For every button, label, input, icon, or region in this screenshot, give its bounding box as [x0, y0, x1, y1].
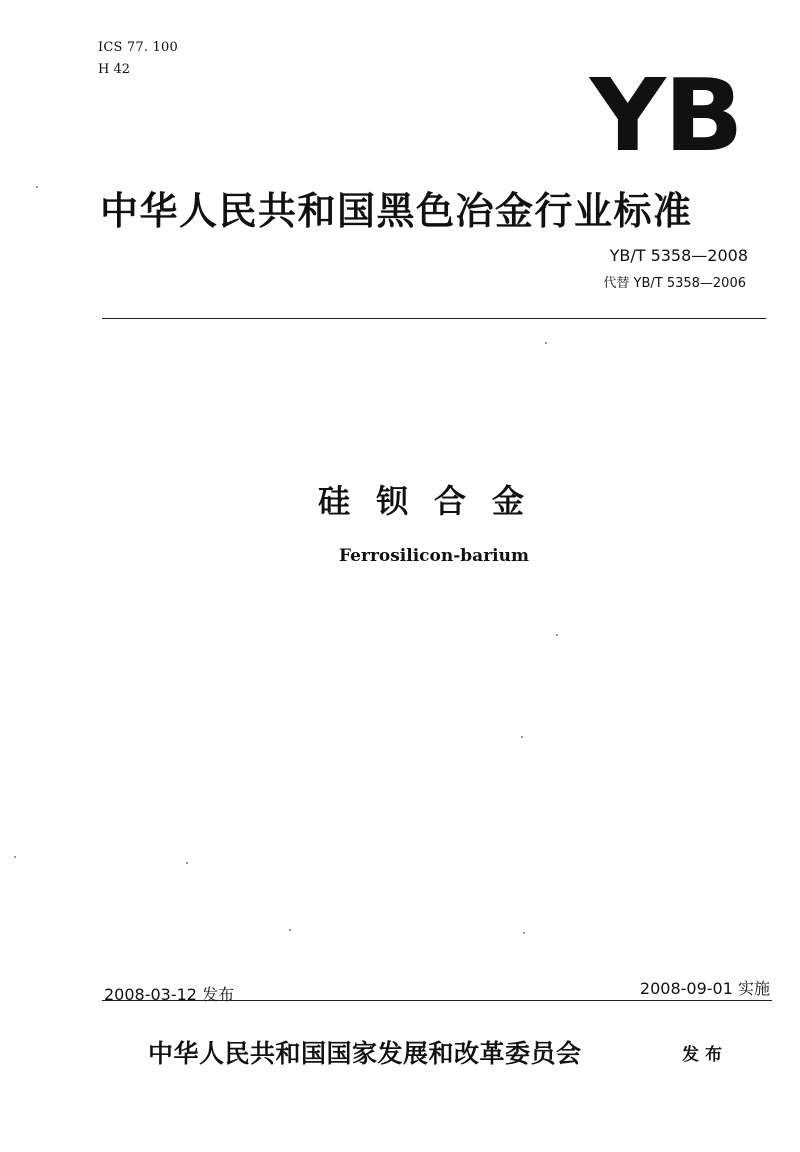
scan-speck	[556, 634, 558, 636]
issue-label: 发布	[682, 1045, 728, 1065]
scan-speck	[186, 862, 188, 864]
ics-code: ICS 77. 100	[98, 40, 178, 55]
document-title-english: Ferrosilicon-barium	[339, 546, 529, 566]
bottom-divider	[102, 1000, 772, 1001]
top-divider	[102, 318, 766, 319]
document-title-chinese: 硅钡合金	[317, 482, 550, 520]
scan-speck	[521, 736, 523, 738]
ccs-code: H 42	[98, 62, 131, 77]
scan-speck	[289, 929, 291, 931]
replaces-standard: 代替 YB/T 5358—2006	[603, 276, 746, 291]
standard-category-title: 中华人民共和国黑色冶金行业标准	[100, 189, 693, 233]
implementation-date: 2008-09-01 实施	[639, 979, 770, 998]
scan-speck	[36, 186, 38, 188]
standard-number: YB/T 5358—2008	[609, 246, 748, 265]
issuing-authority: 中华人民共和国国家发展和改革委员会	[148, 1039, 582, 1068]
scan-speck	[523, 932, 525, 934]
scan-speck	[545, 342, 547, 344]
scan-speck	[14, 856, 16, 858]
issue-date: 2008-03-12 发布	[104, 985, 235, 1004]
yb-logo: YB	[590, 57, 742, 174]
